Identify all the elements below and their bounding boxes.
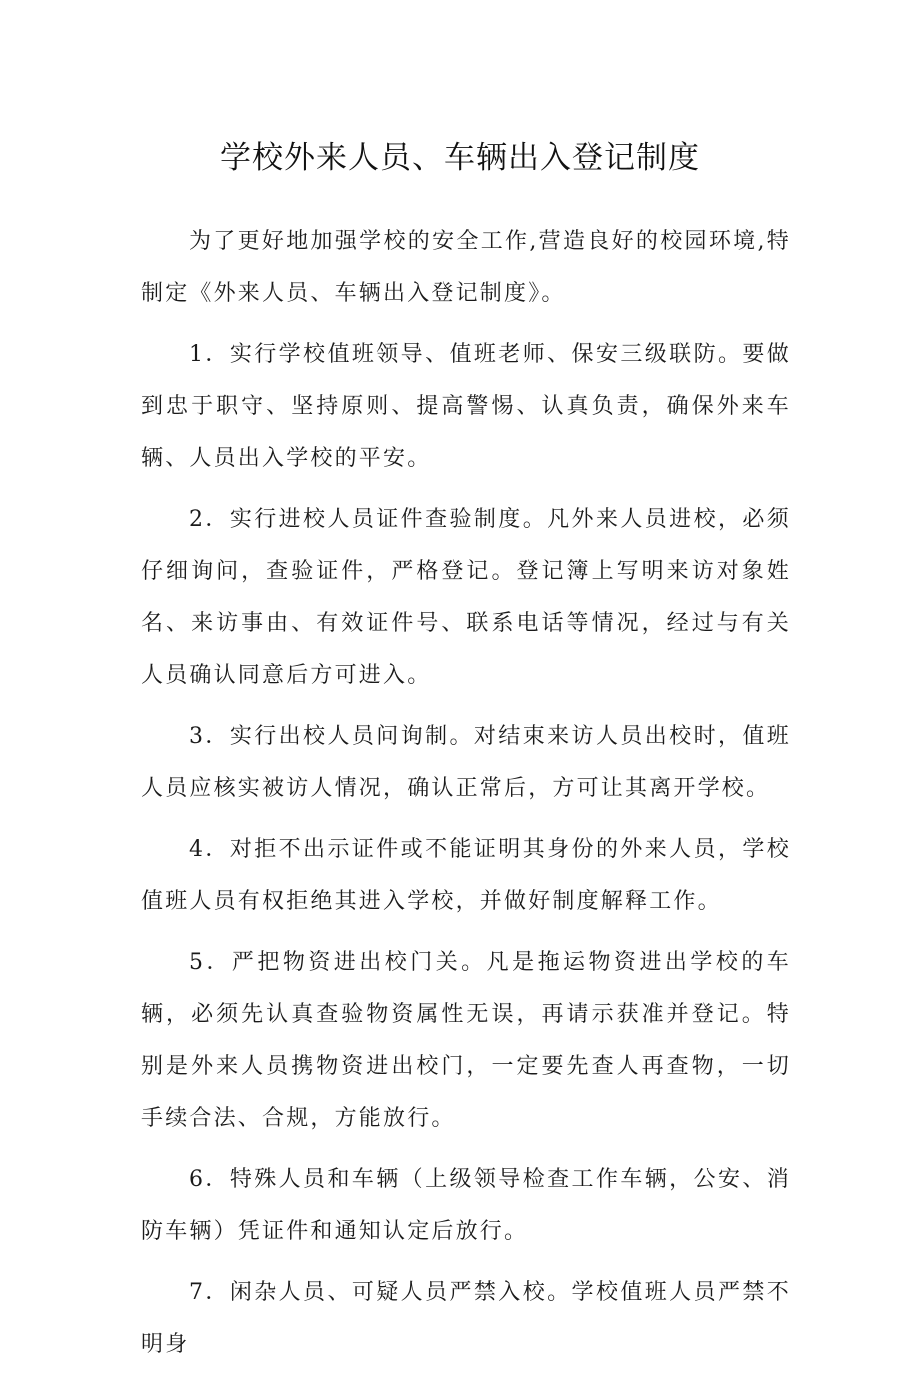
document-body [141,216,791,1380]
paragraph-rule-2: 2．实行进校人员证件查验制度。凡外来人员进校，必须仔细询问，查验证件，严格登记。登记簿上写明来访对象姓名、来访事由、有效证件号、联系电话等情况，经过与有关人员确认同意后方可进入。 [141,507,791,688]
paragraph-rule-3: 3．实行出校人员问询制。对结束来访人员出校时，值班人员应核实被访人情况，确认正常后，方可让其离开学校。 [141,724,791,801]
paragraph-rule-6: 6．特殊人员和车辆（上级领导检查工作车辆，公安、消防车辆）凭证件和通知认定后放行。 [141,1167,791,1244]
paragraph-rule-1: 1．实行学校值班领导、值班老师、保安三级联防。要做到忠于职守、坚持原则、提高警惕、认真负责，确保外来车辆、人员出入学校的平安。 [141,342,791,471]
paragraph-rule-7: 7．闲杂人员、可疑人员严禁入校。学校值班人员严禁不明身 [141,1280,791,1357]
paragraph-intro: 为了更好地加强学校的安全工作,营造良好的校园环境,特制定《外来人员、车辆出入登记制度》。 [141,229,791,306]
paragraph-rule-4: 4．对拒不出示证件或不能证明其身份的外来人员，学校值班人员有权拒绝其进入学校，并做好制度解释工作。 [141,837,791,914]
document-title: 学校外来人员、车辆出入登记制度 [220,140,700,176]
paragraph-rule-5: 5．严把物资进出校门关。凡是拖运物资进出学校的车辆，必须先认真查验物资属性无误，再请示获准并登记。特别是外来人员携物资进出校门，一定要先查人再查物，一切手续合法、合规，方能放行。 [141,950,791,1131]
